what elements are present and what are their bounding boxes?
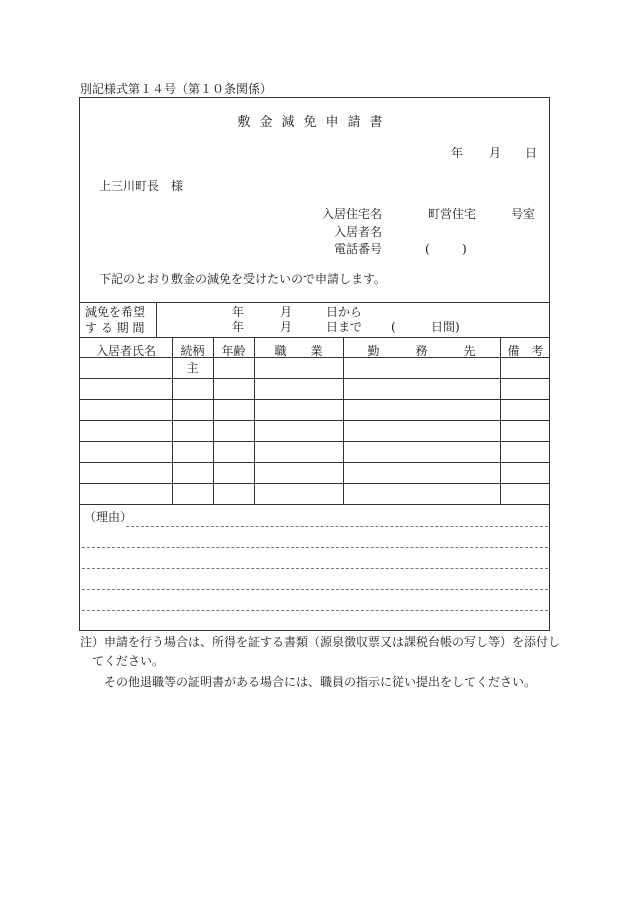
application-form-frame <box>79 97 550 631</box>
reason-label: （理由） <box>84 510 133 524</box>
table-column-divider <box>500 337 501 504</box>
period-from-day: 日から <box>326 305 363 319</box>
period-label-line1: 減免を希望 <box>85 305 146 319</box>
table-top-border <box>80 337 549 338</box>
note-line-3: その他退職等の証明書がある場合には、職員の指示に従い提出をしてください。 <box>104 675 537 689</box>
date-month: 月 <box>489 146 502 160</box>
form-title: 敷金減免申請書 <box>237 115 392 130</box>
period-from-month: 月 <box>280 305 293 319</box>
col-header-remarks: 備 考 <box>507 344 544 358</box>
residence-value: 町営住宅 <box>428 207 477 221</box>
form-number-label: 別記様式第１４号（第１０条関係） <box>80 82 273 96</box>
phone-paren-open: ( <box>425 242 430 256</box>
reason-line <box>126 526 548 527</box>
period-to-year: 年 <box>232 320 245 334</box>
period-days-close: 日間) <box>431 320 460 334</box>
table-column-divider <box>343 337 344 504</box>
table-row <box>80 399 549 400</box>
date-day: 日 <box>525 146 538 160</box>
period-from-year: 年 <box>232 305 245 319</box>
reason-line <box>82 589 548 590</box>
period-days-open: ( <box>391 320 396 334</box>
col-header-occupation: 職 業 <box>274 344 323 358</box>
residence-label: 入居住宅名 <box>322 207 383 221</box>
table-row <box>80 357 549 358</box>
table-column-divider <box>254 337 255 504</box>
relation-head-of-household: 主 <box>186 361 199 375</box>
request-statement: 下記のとおり敷金の減免を受けたいので申請します。 <box>99 272 387 286</box>
col-header-workplace: 勤 務 先 <box>367 344 476 358</box>
divider <box>156 302 157 337</box>
table-row <box>80 462 549 463</box>
divider <box>80 302 549 303</box>
note-line-2: てください。 <box>92 654 165 668</box>
reason-line <box>82 547 548 548</box>
col-header-age: 年齢 <box>221 344 246 358</box>
phone-paren-close: ) <box>462 242 467 256</box>
table-row <box>80 441 549 442</box>
addressee: 上三川町長 様 <box>99 179 184 193</box>
reason-line <box>82 568 548 569</box>
col-header-name: 入居者氏名 <box>95 344 156 358</box>
period-label-line2: す る 期 間 <box>85 321 145 335</box>
note-line-1: 注）申請を行う場合は、所得を証する書類（源泉徴収票又は課税台帳の写し等）を添付し <box>80 635 561 649</box>
table-row <box>80 420 549 421</box>
col-header-relation: 続柄 <box>180 344 205 358</box>
table-column-divider <box>213 337 214 504</box>
table-row <box>80 378 549 379</box>
period-to-day: 日まで <box>326 320 363 334</box>
resident-name-label: 入居者名 <box>334 225 383 239</box>
table-row <box>80 483 549 484</box>
reason-line <box>82 610 548 611</box>
table-bottom-border <box>80 504 549 505</box>
phone-label: 電話番号 <box>334 242 383 256</box>
date-year: 年 <box>451 146 464 160</box>
room-suffix: 号室 <box>511 207 536 221</box>
period-to-month: 月 <box>280 320 293 334</box>
